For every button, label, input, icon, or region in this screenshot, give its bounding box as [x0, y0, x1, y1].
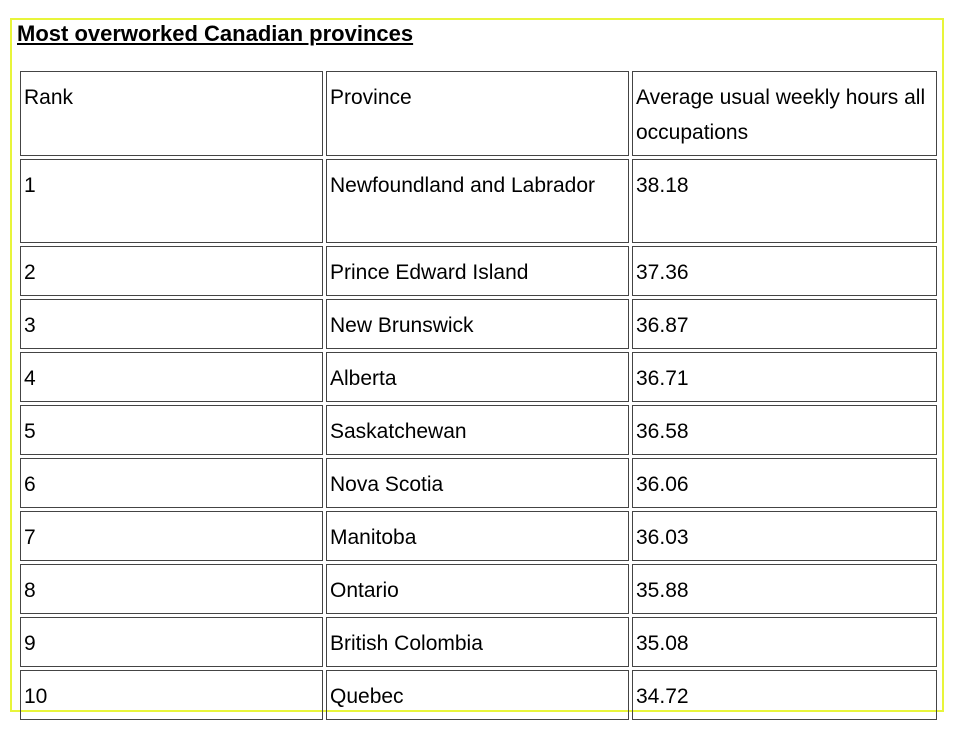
table-row [20, 564, 937, 614]
table-row [20, 246, 937, 296]
hours-cell: 37.36 [632, 246, 937, 296]
province-cell: Quebec [326, 670, 629, 720]
hours-cell: 36.71 [632, 352, 937, 402]
province-cell: New Brunswick [326, 299, 629, 349]
table-row [20, 352, 937, 402]
rank-cell: 7 [20, 511, 323, 561]
header-row [20, 71, 937, 156]
table-row [20, 159, 937, 243]
province-cell: Nova Scotia [326, 458, 629, 508]
rank-cell: 8 [20, 564, 323, 614]
table-row [20, 617, 937, 667]
header-rank: Rank [20, 71, 323, 156]
rank-cell: 10 [20, 670, 323, 720]
page-title: Most overworked Canadian provinces [17, 21, 414, 46]
province-cell: Alberta [326, 352, 629, 402]
rank-cell: 4 [20, 352, 323, 402]
header-weekly-hours: Average usual weekly hours all occupations [632, 71, 937, 156]
rank-cell: 9 [20, 617, 323, 667]
hours-cell: 36.06 [632, 458, 937, 508]
table-row [20, 299, 937, 349]
rank-cell: 1 [20, 159, 323, 243]
provinces-table [17, 68, 940, 723]
rank-cell: 5 [20, 405, 323, 455]
hours-cell: 36.87 [632, 299, 937, 349]
hours-cell: 36.58 [632, 405, 937, 455]
rank-cell: 2 [20, 246, 323, 296]
hours-cell: 34.72 [632, 670, 937, 720]
header-province: Province [326, 71, 629, 156]
province-cell: Ontario [326, 564, 629, 614]
province-cell: Newfoundland and Labrador [326, 159, 629, 243]
table-row [20, 458, 937, 508]
rank-cell: 3 [20, 299, 323, 349]
table-body [20, 159, 937, 720]
hours-cell: 35.08 [632, 617, 937, 667]
table-header [20, 71, 937, 156]
hours-cell: 38.18 [632, 159, 937, 243]
table-row [20, 670, 937, 720]
rank-cell: 6 [20, 458, 323, 508]
province-cell: British Colombia [326, 617, 629, 667]
province-cell: Manitoba [326, 511, 629, 561]
hours-cell: 36.03 [632, 511, 937, 561]
table-row [20, 511, 937, 561]
province-cell: Prince Edward Island [326, 246, 629, 296]
table-row [20, 405, 937, 455]
hours-cell: 35.88 [632, 564, 937, 614]
province-cell: Saskatchewan [326, 405, 629, 455]
